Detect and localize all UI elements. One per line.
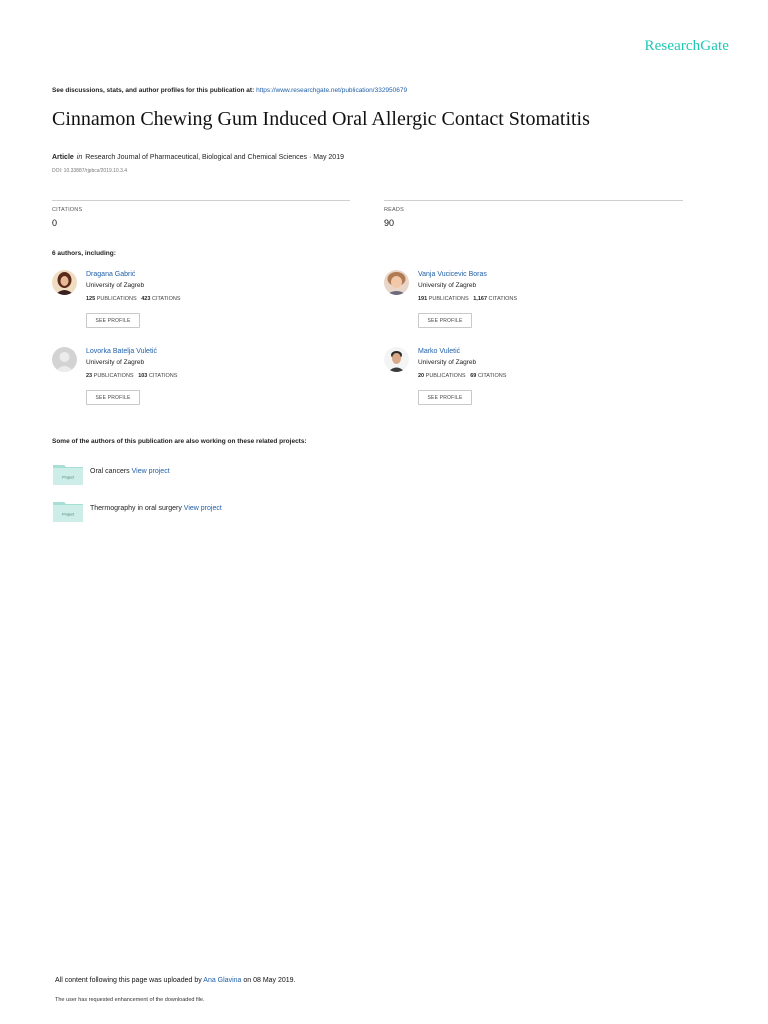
citations-label: CITATIONS <box>52 207 83 213</box>
see-profile-button[interactable]: SEE PROFILE <box>86 313 140 328</box>
see-profile-button[interactable]: SEE PROFILE <box>86 390 140 405</box>
doi: DOI: 10.33887/rjpbcs/2019.10.3.4 <box>52 168 128 174</box>
project-name: Thermography in oral surgery <box>90 505 182 512</box>
citations-count: 423 <box>141 296 151 302</box>
article-type: Article <box>52 154 74 161</box>
reads-label: READS <box>384 207 404 213</box>
citations-label: CITATIONS <box>477 373 507 379</box>
author-stats <box>418 296 517 302</box>
citations-count: 103 <box>138 373 148 379</box>
avatar[interactable] <box>384 347 409 372</box>
author-card <box>52 270 352 340</box>
discussion-note <box>52 87 407 94</box>
reads-value: 90 <box>384 218 395 228</box>
author-affiliation: University of Zagreb <box>418 359 477 366</box>
author-card <box>384 270 684 340</box>
author-affiliation: University of Zagreb <box>86 359 145 366</box>
upload-note <box>55 977 296 984</box>
citations-count: 1,167 <box>473 296 488 302</box>
publications-count: 191 <box>418 296 428 302</box>
upload-suffix: on 08 May 2019. <box>243 977 296 984</box>
project-folder-icon <box>53 500 83 522</box>
view-project-link[interactable]: View project <box>131 468 170 475</box>
project-text <box>90 505 222 512</box>
in-word: in <box>76 154 83 161</box>
reads-divider <box>384 200 683 201</box>
publications-label: PUBLICATIONS <box>93 373 134 379</box>
citations-count: 69 <box>470 373 477 379</box>
author-stats <box>86 296 181 302</box>
upload-prefix: All content following this page was uploaded by <box>55 977 202 984</box>
author-card <box>384 347 684 417</box>
publications-label: PUBLICATIONS <box>425 373 466 379</box>
view-project-link[interactable]: View project <box>183 505 222 512</box>
author-name[interactable]: Marko Vuletić <box>418 348 461 355</box>
citations-label: CITATIONS <box>488 296 518 302</box>
publications-label: PUBLICATIONS <box>96 296 137 302</box>
project-item <box>53 463 453 485</box>
journal-name: Research Journal of Pharmaceutical, Biological and Chemical Sciences · May 2019 <box>85 154 344 161</box>
default-avatar-icon[interactable] <box>52 347 77 372</box>
see-profile-button[interactable]: SEE PROFILE <box>418 390 472 405</box>
citations-label: CITATIONS <box>151 296 181 302</box>
project-item <box>53 500 453 522</box>
author-card <box>52 347 352 417</box>
author-name[interactable]: Lovorka Batelja Vuletić <box>86 348 157 355</box>
project-icon-label: Project <box>62 512 74 517</box>
project-name: Oral cancers <box>90 468 130 475</box>
authors-heading: 6 authors, including: <box>52 250 116 257</box>
discussion-text: See discussions, stats, and author profiles for this publication at: <box>52 87 255 94</box>
see-profile-button[interactable]: SEE PROFILE <box>418 313 472 328</box>
citations-value: 0 <box>52 218 58 228</box>
project-folder-icon <box>53 463 83 485</box>
related-projects-heading: Some of the authors of this publication are also working on these related projects: <box>52 438 307 445</box>
researchgate-logo[interactable]: ResearchGate <box>644 38 729 54</box>
project-text <box>90 468 170 475</box>
uploader-link[interactable]: Ana Glavina <box>203 977 242 984</box>
project-icon-label: Project <box>62 475 74 480</box>
publication-meta <box>52 154 344 161</box>
author-name[interactable]: Vanja Vucicevic Boras <box>418 271 487 278</box>
author-name[interactable]: Dragana Gabrić <box>86 271 136 278</box>
avatar[interactable] <box>52 270 77 295</box>
publications-label: PUBLICATIONS <box>428 296 469 302</box>
citations-divider <box>52 200 350 201</box>
enhancement-note: The user has requested enhancement of the downloaded file. <box>55 997 205 1003</box>
author-stats <box>418 373 506 379</box>
avatar[interactable] <box>384 270 409 295</box>
author-stats <box>86 373 177 379</box>
author-affiliation: University of Zagreb <box>418 282 477 289</box>
publications-count: 125 <box>86 296 96 302</box>
publications-count: 23 <box>86 373 93 379</box>
paper-title: Cinnamon Chewing Gum Induced Oral Allergic Contact Stomatitis <box>52 108 590 130</box>
publications-count: 20 <box>418 373 425 379</box>
author-affiliation: University of Zagreb <box>86 282 145 289</box>
publication-link[interactable]: https://www.researchgate.net/publication/332950679 <box>256 87 408 94</box>
citations-label: CITATIONS <box>148 373 178 379</box>
